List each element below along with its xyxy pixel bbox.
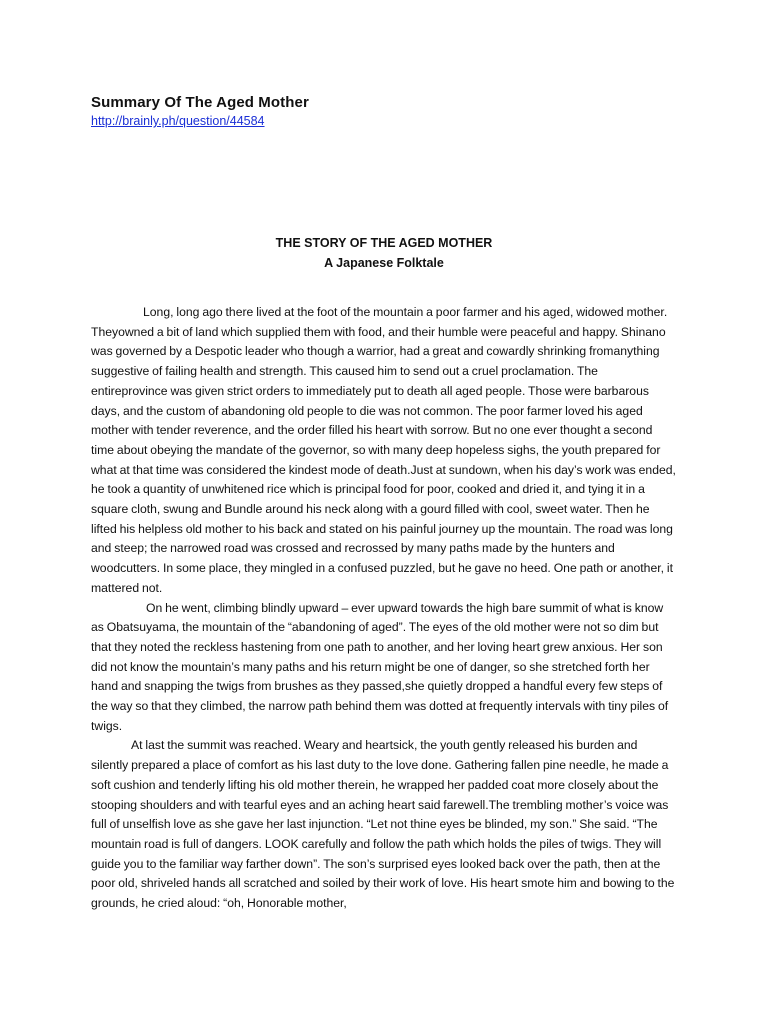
story-heading xyxy=(0,233,768,273)
paragraph: Long, long ago there lived at the foot of the mountain a poor farmer and his aged, widowed mother. Theyowned a bit of land which supplied them with food, and their humble were peaceful and happy. Shinano was governed by a Despotic leader who though a warrior, had a great and cowardly shrinking fromanything suggestive of failing health and strength. This caused him to send out a cruel proclamation. The entireprovince was given strict orders to immediately put to death all aged people. Those were barbarous days, and the custom of abandoning old people to die was not common. The poor farmer loved his aged mother with tender reverence, and the order filled his heart with sorrow. But no one ever thought a second time about obeying the mandate of the governor, so with many deep hopeless sighs, the youth prepared for what at that time was considered the kindest mode of death.Just at sundown, when his day’s work was ended, he took a quantity of unwhitened rice which is principal food for poor, cooked and dried it, and tying it in a square cloth, swung and Bundle around his neck along with a gourd filled with cool, sweet water. Then he lifted his helpless old mother to his back and stated on his painful journey up the mountain. The road was long and steep; the narrowed road was crossed and recrossed by many paths made by the hunters and woodcutters. In some place, they mingled in a confused puzzled, but he gave no heed. One path or another, it mattered not. xyxy=(91,305,676,595)
source-link[interactable]: http://brainly.ph/question/44584 xyxy=(91,114,265,128)
story-subtitle: A Japanese Folktale xyxy=(324,256,444,270)
story-title: THE STORY OF THE AGED MOTHER xyxy=(275,236,493,250)
paragraph: At last the summit was reached. Weary and heartsick, the youth gently released his burden and silently prepared a place of comfort as his last duty to the love done. Gathering fallen pine needle, he made a soft cushion and tenderly lifting his old mother therein, he wrapped her padded coat more closely about the stooping shoulders and with tearful eyes and an aching heart said farewell.The trembling mother’s voice was full of unselfish love as she gave her last injunction. “Let not thine eyes be blinded, my son.” She said. “The mountain road is full of dangers. LOOK carefully and follow the path which holds the piles of twigs. They will guide you to the familiar way farther down”. The son’s surprised eyes looked back over the path, then at the poor old, shriveled hands all scratched and soiled by their work of love. His heart smote him and bowing to the grounds, he cried aloud: “oh, Honorable mother, xyxy=(91,738,675,911)
page-title: Summary Of The Aged Mother xyxy=(91,94,309,111)
story-body xyxy=(91,303,677,914)
paragraph: On he went, climbing blindly upward – ever upward towards the high bare summit of what is know as Obatsuyama, the mountain of the “abandoning of aged”. The eyes of the old mother were not so dim but that they noted the reckless hastening from one path to another, and her loving heart grew anxious. Her son did not know the mountain’s many paths and his return might be one of danger, so she stretched forth her hand and snapping the twigs from brushes as they passed,she quietly dropped a handful every few steps of the way so that they climbed, the narrow path behind them was dotted at frequently intervals with tiny piles of twigs. xyxy=(91,600,669,733)
